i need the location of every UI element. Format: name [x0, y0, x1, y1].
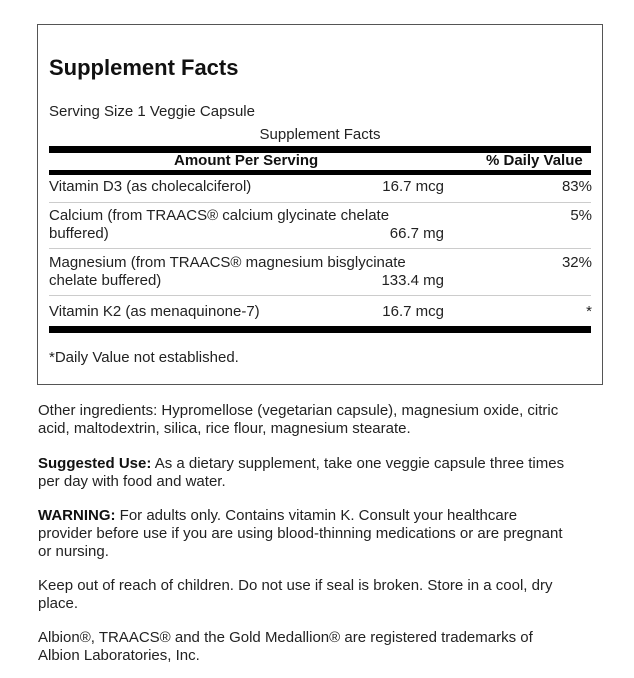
other-ingredients [38, 402, 608, 438]
row-divider [49, 295, 591, 296]
bottom-divider [49, 326, 591, 333]
daily-value-footnote: *Daily Value not established. [49, 349, 239, 366]
nutrient-name: Magnesium (from TRAACS® magnesium bisglycinate [49, 254, 406, 271]
other-ingredients-line: acid, maltodextrin, silica, rice flour, magnesium stearate. [38, 420, 411, 437]
nutrient-daily-value: 32% [561, 254, 592, 271]
nutrient-daily-value: 83% [561, 178, 592, 195]
warning-label: WARNING: [38, 507, 116, 524]
header-daily-value: % Daily Value [486, 152, 583, 169]
storage-instructions [38, 577, 608, 613]
header-amount-per-serving: Amount Per Serving [174, 152, 319, 169]
trademark-line: Albion Laboratories, Inc. [38, 647, 200, 664]
row-divider [49, 202, 591, 203]
nutrient-amount: 16.7 mcg [382, 303, 444, 320]
nutrient-name: Vitamin K2 (as menaquinone-7) [49, 303, 260, 320]
nutrient-amount: 16.7 mcg [382, 178, 444, 195]
trademark-notice [38, 629, 608, 665]
warning-text: For adults only. Contains vitamin K. Consult your healthcare [115, 507, 518, 524]
suggested-use [38, 455, 608, 491]
serving-size: Serving Size 1 Veggie Capsule [49, 103, 255, 120]
nutrient-amount: 133.4 mg [381, 272, 444, 289]
nutrient-amount: 66.7 mg [389, 225, 444, 242]
header-divider [49, 170, 591, 175]
table-caption: Supplement Facts [259, 126, 381, 143]
nutrient-name: Calcium (from TRAACS® calcium glycinate chelate [49, 207, 390, 224]
storage-line: Keep out of reach of children. Do not use if seal is broken. Store in a cool, dry [38, 577, 553, 594]
nutrient-name-continued: chelate buffered) [49, 272, 162, 289]
nutrient-daily-value: 5% [570, 207, 592, 224]
warning-text-continued: provider before use if you are using blood-thinning medications or are pregnant [38, 525, 563, 542]
nutrient-name-continued: buffered) [49, 225, 109, 242]
warning-text-continued: or nursing. [38, 543, 109, 560]
suggested-use-text: As a dietary supplement, take one veggie capsule three times [151, 455, 565, 472]
suggested-use-text-continued: per day with food and water. [38, 473, 226, 490]
other-ingredients-line: Other ingredients: Hypromellose (vegetarian capsule), magnesium oxide, citric [38, 402, 559, 419]
warning [38, 507, 608, 561]
nutrient-name: Vitamin D3 (as cholecalciferol) [49, 178, 252, 195]
row-divider [49, 248, 591, 249]
storage-line: place. [38, 595, 79, 612]
trademark-line: Albion®, TRAACS® and the Gold Medallion® are registered trademarks of [38, 629, 533, 646]
facts-title: Supplement Facts [49, 55, 239, 80]
suggested-use-label: Suggested Use: [38, 455, 152, 472]
supplement-facts-panel [37, 24, 603, 385]
nutrient-daily-value: * [586, 303, 592, 320]
